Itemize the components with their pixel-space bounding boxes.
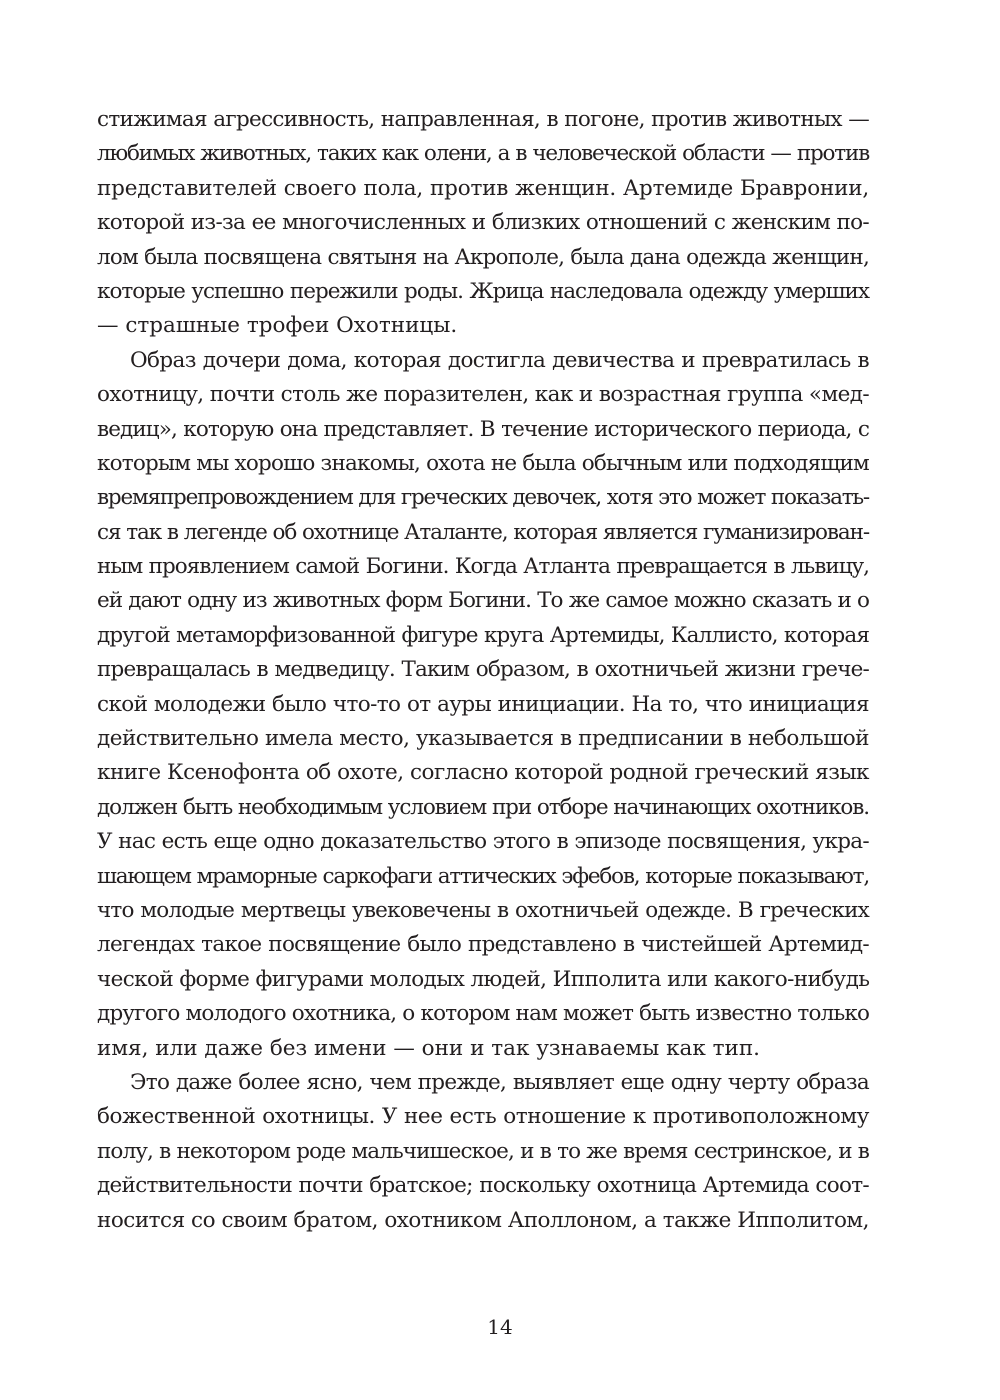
text-line: Это даже более ясно, чем прежде, выявляет еще одну черту образа (130, 1069, 869, 1095)
text-line: охотницу, почти столь же поразителен, как и возрастная группа «мед- (97, 382, 870, 408)
text-line: имя, или даже без имени — они и так узнаваемы как тип. (97, 1035, 761, 1061)
text-line: книге Ксенофонта об охоте, согласно которой родной греческий язык (97, 760, 869, 786)
text-line: носится со своим братом, охотником Аполлоном, а также Ипполитом, (97, 1207, 869, 1233)
text-line: шающем мраморные саркофаги аттических эфебов, которые показывают, (97, 863, 869, 889)
text-line: ведиц», которую она представляет. В течение исторического периода, с (97, 416, 869, 442)
text-line: У нас есть еще одно доказательство этого в эпизоде посвящения, укра- (97, 829, 869, 855)
text-line: действительно имела место, указывается в предписании в небольшой (97, 726, 869, 752)
text-line: Образ дочери дома, которая достигла девичества и превратилась в (130, 347, 869, 373)
text-line: лом была посвящена святыня на Акрополе, была дана одежда женщин, (97, 244, 869, 270)
text-line: что молодые мертвецы увековечены в охотничьей одежде. В греческих (97, 897, 869, 923)
text-line: любимых животных, таких как олени, а в человеческой области — против (97, 141, 869, 167)
text-line: превращалась в медведицу. Таким образом, в охотничьей жизни грече- (97, 657, 869, 683)
text-line: ным проявлением самой Богини. Когда Атланта превращается в львицу, (97, 554, 869, 580)
text-line: ся так в легенде об охотнице Аталанте, которая является гуманизирован- (97, 519, 869, 545)
text-line: легендах такое посвящение было представлено в чистейшей Артемид- (97, 932, 869, 958)
text-line: стижимая агрессивность, направленная, в погоне, против животных — (97, 107, 869, 132)
text-line: должен быть необходимым условием при отборе начинающих охотников. (97, 794, 869, 820)
page-number: 14 (487, 1315, 513, 1339)
body-text (97, 103, 869, 1238)
text-line: ской молодежи было что-то от ауры инициации. На то, что инициация (97, 691, 869, 717)
text-line: которым мы хорошо знакомы, охота не была обычным или подходящим (97, 450, 869, 476)
text-line: полу, в некотором роде мальчишеское, и в то же время сестринское, и в (97, 1138, 869, 1164)
text-line: которой из-за ее многочисленных и близких отношений с женским по- (97, 210, 869, 236)
text-line: ей дают одну из животных форм Богини. То же самое можно сказать и о (97, 588, 869, 614)
text-line: другого молодого охотника, о котором нам может быть известно только (97, 1001, 870, 1027)
text-line: — страшные трофеи Охотницы. (97, 313, 458, 339)
text-line: действительности почти братское; поскольку охотница Артемида соот- (97, 1173, 869, 1199)
text-line: другой метаморфизованной фигуре круга Артемиды, Каллисто, которая (97, 622, 869, 648)
text-line: времяпрепровождением для греческих девочек, хотя это может показать- (97, 485, 869, 511)
text-line: представителей своего пола, против женщин. Артемиде Бравронии, (97, 175, 869, 201)
text-line: ческой форме фигурами молодых людей, Ипполита или какого-нибудь (97, 966, 870, 992)
text-line: божественной охотницы. У нее есть отношение к противоположному (97, 1104, 869, 1130)
text-line: которые успешно пережили роды. Жрица наследовала одежду умерших (97, 278, 869, 304)
